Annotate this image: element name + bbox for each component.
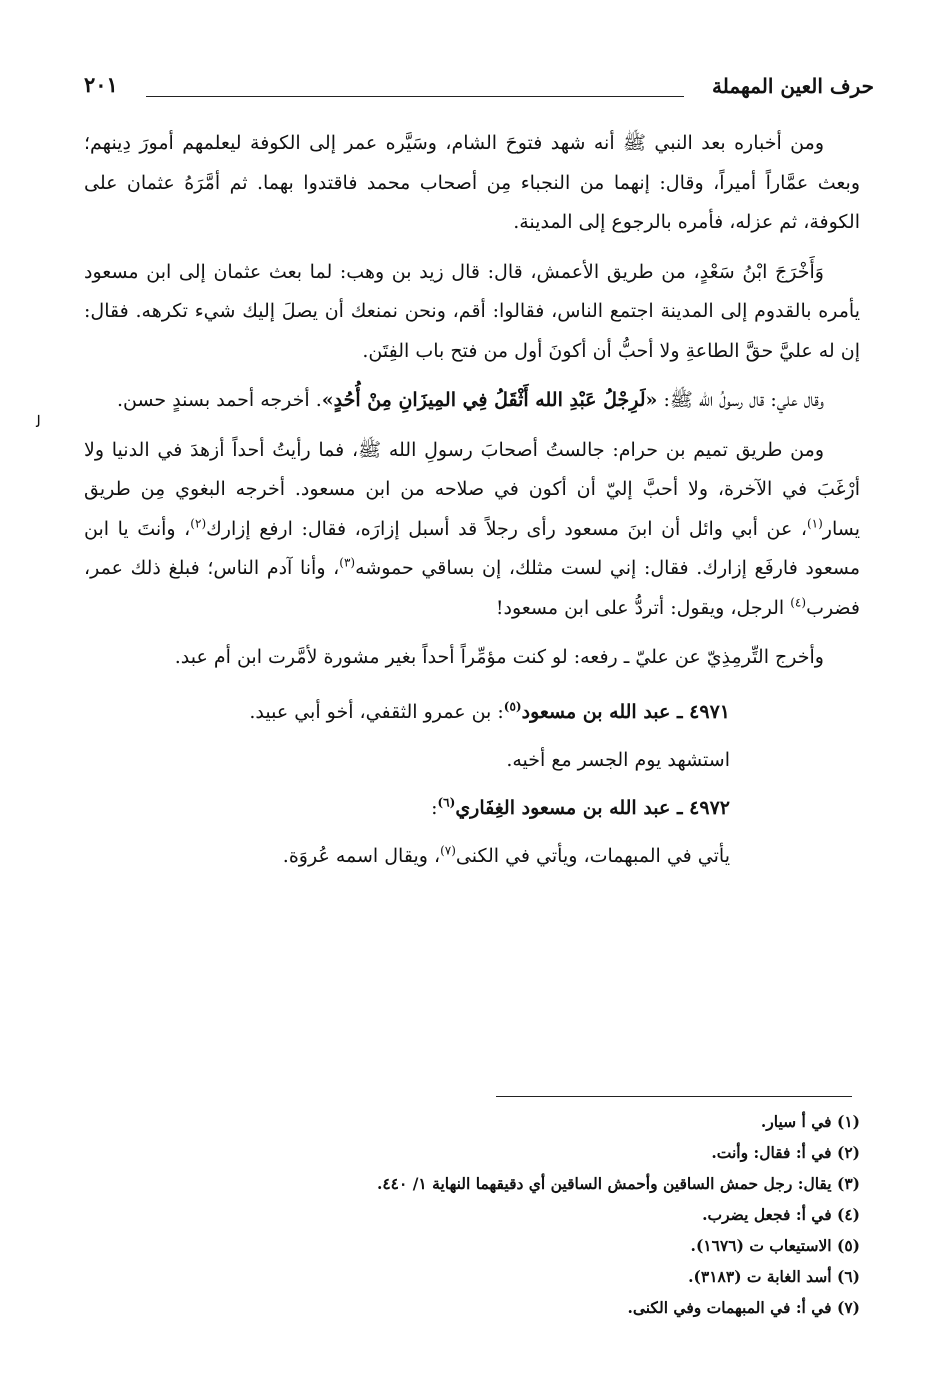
margin-mark: ﻟ bbox=[36, 412, 41, 431]
paragraph-4-text-c: ، وأنتَ يا ابن مسعود فارفَع إزارك. فقال: إني لست مثلك، إن بساقي حموشه bbox=[84, 517, 860, 579]
paragraph-3-text-b: . أخرجه أحمد بسندٍ حسن. bbox=[116, 389, 322, 411]
entry-4972-title: ٤٩٧٢ ـ عبد الله بن مسعود الغِفَاري bbox=[455, 796, 730, 819]
entry-4972-colon: : bbox=[431, 796, 438, 819]
footnote-7: (٧) في أ: في المبهمات وفي الكنى. bbox=[627, 1298, 860, 1317]
footnote-2: (٢) في أ: فقال: وأنت. bbox=[711, 1143, 860, 1162]
paragraph-4-text-d: ، وأنا آدم الناس؛ فبلغ ذلك عمر، فضرب bbox=[84, 557, 860, 619]
entry-4971-note: استشهد يوم الجسر مع أخيه. bbox=[506, 748, 730, 771]
footnote-5: (٥) الاستيعاب ت (١٦٧٦). bbox=[690, 1236, 860, 1255]
paragraph-1: ومن أخباره بعد النبي ﷺ أنه شهد فتوحَ الشام، وسَيَّره عمر إلى الكوفة ليعلمهم أمورَ دِينهم؛ وبعث عمَّاراً أميراً، وقال: إنهما من النجباء مِن أصحاب محمد فاقتدوا بهما. ثم أمَّرَهُ عثمان على الكوفة، ثم عزله، فأمره بالرجوع إلى المدينة. bbox=[84, 132, 860, 233]
footnote-ref-4[interactable]: (٤) bbox=[790, 595, 807, 610]
paragraph-4-text-a: ومن طريق تميم بن حرام: جالستُ أصحابَ رسولِ الله ﷺ، فما رأيتُ أحداً أزهدَ في الدنيا ولا أرْغَبَ في الآخرة، ولا أحبَّ إليّ أن أكون في صلاحه من ابن مسعود. أخرجه البغوي مِن طريق يسار bbox=[84, 438, 860, 540]
footnote-separator bbox=[496, 1096, 852, 1097]
main-text bbox=[84, 124, 860, 880]
entry-4972-heading bbox=[84, 784, 860, 832]
footnote-ref-3[interactable]: (٣) bbox=[339, 555, 356, 570]
paragraph-3 bbox=[84, 381, 860, 421]
footnote-3: (٣) يقال: رجل حمش الساقين وأحمش الساقين أي دقيقهما النهاية ١/ ٤٤٠. bbox=[376, 1174, 860, 1193]
entry-4972-note-b: ، ويقال اسمه عُروَة. bbox=[282, 844, 441, 867]
entry-4971-lineage: : بن عمرو الثقفي، أخو أبي عبيد. bbox=[249, 700, 504, 723]
paragraph-5: وأخرج التِّرمِذِيّ عن عليّ ـ رفعه: لو كنت مؤمِّراً أحداً بغير مشورة لأمَّرت ابن أم عبد. bbox=[174, 646, 824, 668]
paragraph-4-text-e: الرجل، ويقول: أتردُّ على ابن مسعود! bbox=[495, 596, 791, 619]
paragraph-4-text-b: ، عن أبي وائل أن ابنَ مسعود رأى رجلاً قد أسبل إزارَه، فقال: ارفع إزارك bbox=[206, 517, 807, 540]
footnotes bbox=[84, 1106, 860, 1323]
page-number: ٢٠١ bbox=[84, 72, 118, 97]
footnote-1: (١) في أ سيار. bbox=[760, 1112, 860, 1131]
entry-4972-note bbox=[84, 832, 860, 880]
footnote-6: (٦) أسد الغابة ت (٣١٨٣). bbox=[688, 1267, 860, 1286]
footnote-ref-7[interactable]: (٧) bbox=[440, 843, 456, 858]
entry-4972-note-a: يأتي في المبهمات، ويأتي في الكنى bbox=[455, 844, 730, 867]
footnote-ref-6[interactable]: (٦) bbox=[437, 795, 456, 810]
header-rule bbox=[146, 96, 684, 97]
running-title: حرف العين المهملة bbox=[712, 74, 874, 98]
paragraph-2: وَأَخْرَجَ ابْنُ سَعْدٍ، من طريق الأعمش، قال: قال زيد بن وهب: لما بعث عثمان إلى ابن مسعود يأمره بالقدوم إلى المدينة اجتمع الناس، فقالوا: أقم، ونحن نمنعك أن يصلَ إليك شيء تكرهه. فقال: إن له عليَّ حقَّ الطاعةِ ولا أحبُّ أن أكونَ أول من فتح باب الفِتَن. bbox=[84, 260, 860, 362]
entry-4971-heading bbox=[84, 688, 860, 736]
footnote-ref-2[interactable]: (٢) bbox=[190, 516, 207, 531]
hadith-quote: «لَرِجْلُ عَبْدِ الله أَثْقَلُ فِي المِيزَانِ مِنْ أُحُدٍ» bbox=[321, 389, 658, 411]
entry-4971-title: ٤٩٧١ ـ عبد الله بن مسعود bbox=[521, 700, 730, 723]
footnote-ref-1[interactable]: (١) bbox=[806, 516, 823, 531]
paragraph-4 bbox=[84, 431, 860, 629]
footnote-4: (٤) في أ: فجعل يضرب. bbox=[702, 1205, 860, 1224]
footnote-ref-5[interactable]: (٥) bbox=[503, 699, 522, 714]
page-header bbox=[84, 66, 874, 106]
paragraph-3-text-a: وقال علي: قال رسولُ الله ﷺ: bbox=[657, 389, 824, 411]
